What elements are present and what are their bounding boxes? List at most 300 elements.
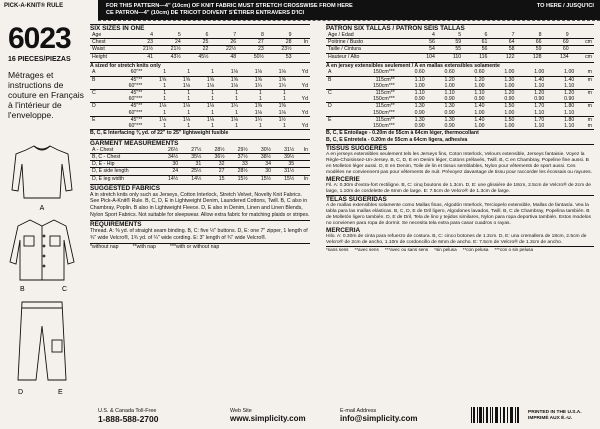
table-cell: A bbox=[92, 69, 96, 76]
table-cell: B, C - Chest bbox=[92, 154, 121, 161]
printed-en: PRINTED IN THE U.S.A. bbox=[528, 410, 582, 415]
table-cell: cm bbox=[585, 53, 592, 60]
table-cell: 0.90 bbox=[534, 96, 545, 103]
table-cell: 56 bbox=[481, 46, 488, 53]
table-cell: 45"** bbox=[130, 90, 143, 97]
table-cell: 28½ bbox=[214, 146, 225, 153]
table-cell: cm bbox=[585, 39, 592, 46]
table-cell: 1.00 bbox=[444, 82, 455, 89]
garment-line-drawings bbox=[4, 140, 88, 400]
view-c-label: C bbox=[62, 286, 68, 293]
table-cell: 1.70 bbox=[534, 103, 545, 110]
table-cell: 1⅛ bbox=[182, 103, 191, 110]
table-cell: A bbox=[328, 69, 332, 76]
table-cell: 60"*** bbox=[128, 96, 143, 103]
table-cell: 6 bbox=[484, 32, 488, 38]
table-cell: 1 bbox=[282, 90, 286, 97]
table-row bbox=[326, 83, 594, 90]
table-cell: 1 bbox=[163, 123, 167, 130]
table-row bbox=[90, 103, 310, 110]
legend-with-nap: **with nap bbox=[132, 244, 156, 251]
view-bc-drawing bbox=[10, 220, 74, 280]
table-cell: 15 bbox=[218, 175, 225, 182]
table-row bbox=[326, 39, 594, 46]
table-cell: 1 bbox=[235, 123, 238, 130]
table-cell: 1 bbox=[163, 109, 167, 116]
table-cell: 1.20 bbox=[564, 90, 575, 97]
table-cell: 0.90 bbox=[414, 123, 425, 130]
table-cell bbox=[294, 32, 310, 39]
table-cell: 1.00 bbox=[474, 123, 485, 130]
stretch-line-fr: CE PATRON—4" (10cm) DE TRICOT DOIVENT S'ÉTIRER ENTRAVERS D'ICI bbox=[106, 10, 305, 16]
table-cell: 1 bbox=[187, 123, 191, 130]
table-cell: 150cm*** bbox=[373, 109, 395, 116]
table-cell: 1.20 bbox=[534, 90, 545, 97]
yardage-table-fr-es bbox=[326, 69, 594, 129]
table-cell: 1.10 bbox=[564, 82, 575, 89]
stretch-line-en: FOR THIS PATTERN—4" (10cm) OF KNIT FABRIC MUST STRETCH CROSSWISE FROM HERE bbox=[106, 3, 353, 9]
table-row bbox=[326, 76, 594, 83]
table-cell: 60"*** bbox=[128, 109, 143, 116]
table-cell: 110 bbox=[452, 53, 462, 60]
table-row bbox=[90, 69, 310, 76]
table-cell: m bbox=[587, 90, 592, 97]
table-cell: 1.00 bbox=[504, 123, 515, 130]
website-link[interactable]: www.simplicity.com bbox=[230, 414, 306, 423]
table-row bbox=[326, 96, 594, 103]
table-cell: 30 bbox=[265, 168, 271, 175]
table-cell bbox=[296, 154, 310, 161]
table-cell bbox=[576, 110, 594, 117]
table-cell: 1 bbox=[282, 96, 286, 103]
table-cell: 41 bbox=[147, 53, 154, 60]
table-cell: 150cm*** bbox=[373, 123, 395, 130]
table-cell: 115cm** bbox=[375, 103, 395, 110]
table-cell: 1 bbox=[259, 90, 262, 97]
table-cell: 23½ bbox=[281, 46, 292, 53]
table-cell: 1.00 bbox=[504, 69, 515, 76]
table-cell: 22 bbox=[202, 46, 209, 53]
table-cell bbox=[288, 76, 310, 83]
table-cell: 60 bbox=[562, 46, 569, 53]
table-cell: 1 bbox=[211, 123, 215, 130]
english-column bbox=[90, 24, 310, 251]
table-cell: 1⅝ bbox=[158, 76, 167, 83]
table-row bbox=[326, 53, 594, 60]
table-cell: 53 bbox=[285, 53, 292, 60]
table-cell: 1.00 bbox=[504, 109, 515, 116]
pattern-number: 6023 bbox=[8, 22, 71, 55]
table-cell: 45"** bbox=[130, 103, 143, 110]
table-cell: m bbox=[587, 116, 592, 123]
view-de-drawing bbox=[18, 302, 66, 380]
table-cell: 1 bbox=[211, 90, 215, 97]
table-row bbox=[326, 90, 594, 97]
table-cell: 1⅛ bbox=[182, 82, 191, 89]
table-row bbox=[326, 46, 594, 53]
table-cell: 1.40 bbox=[564, 76, 575, 83]
table-cell bbox=[294, 46, 310, 53]
table-cell: 1.70 bbox=[534, 116, 545, 123]
table-cell: Height bbox=[92, 53, 107, 60]
table-row bbox=[90, 96, 310, 103]
table-cell: 1 bbox=[187, 69, 191, 76]
legend-sin-pelusa: *sin pelusa bbox=[434, 247, 457, 253]
table-cell: 35 bbox=[288, 161, 295, 168]
table-cell: 1.30 bbox=[504, 76, 515, 83]
table-cell: 1.10 bbox=[534, 123, 545, 130]
stretch-instructions bbox=[106, 3, 486, 17]
table-cell: 0.90 bbox=[444, 109, 455, 116]
table-cell: 9 bbox=[565, 32, 569, 38]
table-cell: 27 bbox=[258, 39, 264, 46]
table-cell: 115cm** bbox=[375, 76, 395, 83]
table-cell: 23 bbox=[147, 39, 154, 46]
table-cell: 28½ bbox=[237, 168, 248, 175]
table-cell: 115cm** bbox=[375, 90, 395, 97]
table-cell: 1.40 bbox=[534, 76, 545, 83]
table-cell: 1⅛ bbox=[254, 69, 262, 76]
table-cell: 1¼ bbox=[278, 82, 286, 89]
table-cell: 116 bbox=[479, 53, 488, 60]
table-cell: 0.90 bbox=[444, 96, 455, 103]
table-cell: 1.10 bbox=[414, 90, 425, 97]
table-cell bbox=[296, 161, 310, 168]
view-b-label: B bbox=[20, 286, 25, 293]
table-cell: Poitrine / Busto bbox=[328, 39, 364, 46]
sizes-table-fr-es bbox=[326, 32, 594, 60]
table-cell: 1⅛ bbox=[230, 116, 238, 123]
table-cell: B bbox=[328, 76, 332, 83]
table-cell: 25½ bbox=[191, 168, 202, 175]
table-cell: 1.30 bbox=[444, 116, 455, 123]
table-cell: 38½ bbox=[260, 154, 271, 161]
requirements-title: REQUIREMENTS bbox=[90, 220, 310, 228]
table-cell: 1⅜ bbox=[278, 103, 286, 110]
table-cell: 0.60 bbox=[444, 69, 455, 76]
table-cell: 28 bbox=[285, 39, 292, 46]
table-cell: D bbox=[328, 103, 332, 110]
table-cell: 21½ bbox=[170, 46, 181, 53]
table-cell: Yd bbox=[301, 69, 308, 76]
table-cell: 0.60 bbox=[414, 69, 425, 76]
table-cell: 25 bbox=[202, 39, 209, 46]
table-cell: 1⅛ bbox=[182, 116, 191, 123]
table-cell: Waist bbox=[92, 46, 105, 53]
table-cell: Yd bbox=[301, 96, 308, 103]
table-cell: 27½ bbox=[191, 146, 202, 153]
table-cell: 36½ bbox=[214, 154, 225, 161]
table-cell: 1 bbox=[211, 109, 215, 116]
table-cell: 1.10 bbox=[564, 109, 575, 116]
french-spanish-column bbox=[326, 24, 594, 254]
table-cell: 150cm*** bbox=[373, 69, 395, 76]
table-cell: 45½ bbox=[198, 53, 209, 60]
table-row bbox=[90, 46, 310, 53]
mercerie-title: MERCERIE bbox=[326, 176, 360, 184]
table-cell: In bbox=[303, 175, 308, 182]
table-cell: 45"** bbox=[130, 116, 143, 123]
table-cell: 1 bbox=[163, 96, 167, 103]
table-cell: 0.90 bbox=[414, 109, 425, 116]
table-cell: 34 bbox=[265, 161, 271, 168]
table-cell: 1¼ bbox=[254, 82, 262, 89]
table-cell: 43½ bbox=[170, 53, 181, 60]
table-cell: Chest bbox=[92, 39, 106, 46]
legend-avec-sens: **avec sens bbox=[354, 247, 379, 253]
table-cell: 1⅛ bbox=[230, 69, 238, 76]
table-cell: 66 bbox=[535, 39, 542, 46]
table-cell: 1.10 bbox=[414, 76, 425, 83]
nap-legend bbox=[90, 243, 310, 251]
legend-avec-ou-sans-sens: ***avec ou sans sens bbox=[384, 247, 429, 253]
table-cell: 26½ bbox=[168, 146, 179, 153]
table-cell bbox=[90, 96, 107, 103]
sizes-table bbox=[90, 32, 310, 60]
table-cell: Yd bbox=[301, 123, 308, 130]
table-cell: m bbox=[587, 123, 592, 130]
table-cell: 1⅛ bbox=[206, 103, 215, 110]
table-cell: 1 bbox=[211, 69, 215, 76]
suggested-fabrics-text: A in stretch knits only such as Jerseys, Cotton Interlock, Stretch Velvet, Novelty Knit Fabrics. See Pick-A-Knit® Rule. B, C, D, E in Lightweight Denim, Laundered Cottons, Twill. B, C also in Chambray, Poplin. B also in Lightweight Fleece. D, E also in Denim, Linen and Linen Blends, Nylon Sport Fabrics. Not suitable for sleepwear. Allow extra fabric for matching plaids or stripes. bbox=[90, 191, 310, 218]
table-row bbox=[90, 110, 310, 117]
table-cell: Yd bbox=[301, 82, 308, 89]
table-cell: 115cm** bbox=[375, 116, 395, 123]
table-cell: 1.20 bbox=[504, 90, 515, 97]
table-cell: Yd bbox=[301, 109, 308, 116]
merceria-text: Hilo. A: 0.30m de cinta para refuerzo de costura. B, C: cinco botones de 1.3cm. D, E: una cremallera de 18cm, 2.5cm de Velcro® de 2cm de ancho, 1.10m de cordoncillo de 6mm de ancho. E: 7.5cm de Velcro® de 1.3cm de ancho. bbox=[326, 234, 587, 246]
table-cell bbox=[90, 110, 107, 117]
table-cell: 1¼ bbox=[254, 116, 262, 123]
suggested-fabrics-title: SUGGESTED FABRICS bbox=[90, 184, 310, 192]
french-note: Métrages et instructions de couture en Français à l'intérieur de l'enveloppe. bbox=[8, 70, 84, 120]
table-row bbox=[326, 103, 594, 110]
table-cell: 9 bbox=[288, 32, 292, 38]
table-cell: 1 bbox=[187, 90, 191, 97]
stretch-guide-line bbox=[98, 20, 600, 21]
table-cell: 1 bbox=[235, 96, 238, 103]
garment-measurements-table bbox=[90, 147, 310, 182]
tissus-text: A en jerseys extensibles seulement tels les Jerseys fins, Coton Interlock, Velours extensible, Jerseys fantaisie. Voyez la Règle-Choisissez-Un-Jersey. B, C, D, E en Denim léger, Cotons prélavés, Twill. B, C en Chambray, Popeline fine aussi. B en Molleton léger aussi. D, E en Denim, Toile de lin et tissus semblables, Nylon pour vêtements de sport aussi. Ces modèles ne conviennent pas pour vêtements de nuit. Prévoyez davantage de tissu pour raccorder les écossais ou rayures. bbox=[326, 152, 592, 176]
legend-sans-sens: *sans sens bbox=[326, 247, 349, 253]
table-cell: D, E side length bbox=[92, 168, 129, 175]
table-cell bbox=[326, 83, 342, 90]
table-cell: 1⅛ bbox=[254, 109, 262, 116]
tollfree-label: U.S. & Canada Toll-Free bbox=[98, 408, 157, 414]
email-label: E-mail Address bbox=[340, 408, 377, 414]
table-cell: 34½ bbox=[168, 154, 179, 161]
table-cell: 1⅛ bbox=[278, 109, 286, 116]
table-cell: 1.20 bbox=[474, 76, 485, 83]
table-cell: In bbox=[303, 39, 308, 46]
legend-without-nap: *without nap bbox=[90, 244, 119, 251]
table-cell: 23 bbox=[258, 46, 264, 53]
table-cell: 61 bbox=[481, 39, 488, 46]
table-cell: 1⅛ bbox=[158, 116, 167, 123]
sizes-title: SIX SIZES IN ONE bbox=[90, 24, 310, 32]
table-cell: 21½ bbox=[142, 46, 154, 53]
pick-a-knit-bar bbox=[4, 0, 600, 20]
table-cell bbox=[571, 46, 594, 53]
table-cell bbox=[296, 168, 310, 175]
table-cell: 104 bbox=[426, 53, 435, 60]
table-cell: 14½ bbox=[168, 175, 179, 182]
legend-con-pelusa: **con pelusa bbox=[462, 247, 489, 253]
table-cell: 1⅝ bbox=[278, 76, 286, 83]
table-cell: 1.50 bbox=[504, 103, 515, 110]
table-row bbox=[326, 32, 594, 39]
table-cell bbox=[326, 110, 342, 117]
table-row bbox=[90, 76, 310, 83]
table-cell: 30 bbox=[172, 161, 179, 168]
table-cell: m bbox=[587, 76, 592, 83]
table-cell bbox=[288, 103, 310, 110]
table-cell: 26 bbox=[230, 39, 237, 46]
email-link[interactable]: info@simplicity.com bbox=[340, 414, 418, 423]
table-cell: 1 bbox=[163, 90, 167, 97]
table-cell: 7 bbox=[511, 32, 515, 38]
sizes-title-fr-es: PATRON SIX TALLAS / PATRON SEIS TALLAS bbox=[326, 24, 594, 32]
email-block[interactable] bbox=[340, 408, 460, 423]
table-cell: 0.60 bbox=[474, 69, 485, 76]
table-cell: 1 bbox=[163, 82, 167, 89]
table-cell: 7 bbox=[233, 32, 237, 38]
table-cell: 1.00 bbox=[564, 69, 575, 76]
table-cell: 1 bbox=[163, 69, 167, 76]
table-cell: 0.90 bbox=[474, 96, 485, 103]
table-cell: B bbox=[92, 76, 96, 83]
table-cell: C bbox=[328, 90, 332, 97]
pick-a-knit-label: PICK-A-KNIT® RULE bbox=[4, 3, 64, 9]
table-cell: 1 bbox=[187, 96, 191, 103]
table-cell: 35½ bbox=[191, 154, 202, 161]
table-cell: 15½ bbox=[260, 175, 271, 182]
to-here-label: TO HERE / JUSQU'ICI bbox=[536, 3, 594, 9]
table-cell: 31½ bbox=[284, 146, 295, 153]
table-cell: 59 bbox=[455, 39, 462, 46]
table-cell: 1.80 bbox=[564, 116, 575, 123]
table-cell: 22½ bbox=[226, 46, 237, 53]
table-row bbox=[90, 90, 310, 97]
view-d-label: D bbox=[18, 389, 24, 396]
table-cell: 4 bbox=[150, 32, 154, 38]
table-cell: 24 bbox=[172, 168, 179, 175]
mercerie-text: Fil. A: 0.30m d'extra-fort rectiligne. B, C: cinq boutons de 1.3cm. D, E: une glissière de 18cm, 2.5cm de Velcro® de 2cm de large, 1.10m de cordelette de 6mm de large. E: 7.5cm de Velcro® de 1.3cm de large. bbox=[326, 183, 591, 195]
table-cell: Hauteur / Alto bbox=[328, 53, 360, 60]
entretela-note: B, C, E Entretela - 0.20m de 55cm a 64cm ligera, adhesiva bbox=[326, 136, 468, 143]
merceria-title: MERCERIA bbox=[326, 227, 361, 235]
table-cell: 27 bbox=[218, 168, 225, 175]
table-cell: 1 bbox=[211, 96, 215, 103]
table-cell: 150cm*** bbox=[373, 96, 395, 103]
website-block[interactable] bbox=[230, 408, 330, 423]
table-cell: 0.90 bbox=[564, 96, 575, 103]
table-cell bbox=[294, 53, 310, 60]
entoilage-note: B, C, E Entoilage - 0.20m de 55cm à 64cm léger, thermocollant bbox=[326, 129, 594, 137]
table-cell bbox=[576, 96, 594, 103]
table-row bbox=[90, 39, 310, 46]
table-cell: 14½ bbox=[191, 175, 202, 182]
table-cell: 8 bbox=[538, 32, 542, 38]
pieces-count: 16 PIECES/PIEZAS bbox=[8, 56, 71, 63]
table-cell: 4 bbox=[431, 32, 435, 38]
table-cell: 1.10 bbox=[474, 90, 485, 97]
table-cell: 29½ bbox=[237, 146, 248, 153]
table-cell: 60"** bbox=[130, 69, 143, 76]
phone-number: 1-888-588-2700 bbox=[98, 414, 159, 424]
table-cell: 6 bbox=[205, 32, 209, 38]
table-cell: A - Chest bbox=[92, 146, 114, 153]
table-cell: 45"** bbox=[130, 76, 143, 83]
table-cell: 1 bbox=[259, 123, 262, 130]
table-cell: 1 bbox=[259, 96, 262, 103]
table-cell: 39½ bbox=[284, 154, 295, 161]
yardage-table bbox=[90, 69, 310, 129]
table-cell: C bbox=[92, 90, 96, 97]
table-cell: 60"*** bbox=[128, 123, 143, 130]
table-cell: 1.00 bbox=[474, 82, 485, 89]
table-cell: 1.10 bbox=[534, 109, 545, 116]
table-cell: D, E leg width bbox=[92, 175, 125, 182]
table-cell: In bbox=[303, 146, 308, 153]
table-cell: Age bbox=[92, 32, 102, 38]
table-cell: 59 bbox=[535, 46, 542, 53]
table-cell: 1⅝ bbox=[230, 76, 238, 83]
table-cell: 1 bbox=[282, 123, 286, 130]
table-cell: 31 bbox=[195, 161, 202, 168]
table-cell: 1.80 bbox=[564, 103, 575, 110]
table-cell: 48 bbox=[230, 53, 237, 60]
table-cell: D, E - Hip bbox=[92, 161, 115, 168]
table-cell: 1.50 bbox=[504, 116, 515, 123]
table-cell: 1.30 bbox=[414, 116, 425, 123]
view-a-label: A bbox=[39, 205, 45, 212]
table-cell: 1⅛ bbox=[278, 69, 286, 76]
table-cell bbox=[288, 116, 310, 123]
table-row bbox=[90, 83, 310, 90]
table-row bbox=[326, 116, 594, 123]
table-cell: 128 bbox=[532, 53, 542, 60]
table-cell: 56 bbox=[429, 39, 435, 46]
table-cell: 1⅝ bbox=[206, 76, 215, 83]
table-cell: 24 bbox=[174, 39, 181, 46]
table-cell: 150cm*** bbox=[373, 82, 395, 89]
table-row bbox=[90, 161, 310, 168]
table-cell: 33 bbox=[241, 161, 248, 168]
table-cell: Age / Edad bbox=[328, 32, 354, 38]
table-cell: m bbox=[587, 103, 592, 110]
table-cell: 1.10 bbox=[444, 90, 455, 97]
table-row bbox=[90, 53, 310, 60]
view-a-drawing bbox=[12, 146, 72, 198]
phone-block bbox=[98, 408, 226, 424]
telas-text: A de mallas extensibles solamente como Mallas finas, Algodón Interlock, Terciopelo extensible, Mallas de fantasía. Vea la tabla para las mallas elásticas. B, C, D, E de Dril ligero, Algodones lavados, Twill. B, C de Chambray, Popelina también. B de Molletón ligero también. D, E de Dril, Tela de lino y tejidos similares, Nylon para ropa deportiva también. Estos modelos no convienen para ropa de dormir. Se necesita tela extra para casar cuadros o rayas. bbox=[326, 203, 591, 227]
table-cell: 1 bbox=[187, 109, 191, 116]
nap-legend-fr-es bbox=[326, 246, 594, 254]
table-cell: 69 bbox=[562, 39, 569, 46]
table-cell: 1.40 bbox=[474, 116, 485, 123]
table-cell: 122 bbox=[505, 53, 515, 60]
table-cell: 1⅜ bbox=[254, 103, 262, 110]
table-row bbox=[90, 175, 310, 182]
table-row bbox=[326, 69, 594, 76]
table-cell: D bbox=[92, 103, 96, 110]
footer bbox=[0, 400, 600, 428]
table-cell: 1.10 bbox=[534, 82, 545, 89]
table-row bbox=[326, 110, 594, 117]
table-cell: 0.90 bbox=[504, 96, 515, 103]
table-row bbox=[90, 154, 310, 161]
